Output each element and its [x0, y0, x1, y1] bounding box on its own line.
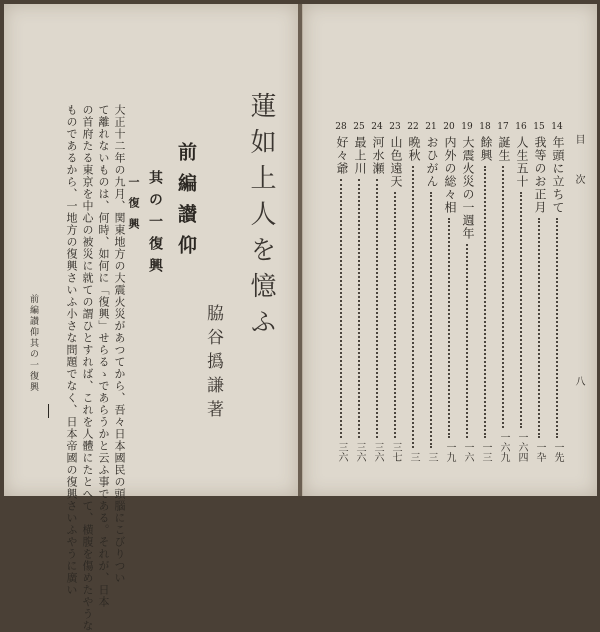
- toc-entry-number: 19: [461, 122, 473, 132]
- toc-entry: [351, 122, 367, 462]
- toc-entry: [423, 122, 439, 462]
- toc-entry-title: 餘興: [479, 136, 493, 162]
- toc-entry: [387, 122, 403, 462]
- author-name: 脇谷撝謙著: [203, 304, 223, 424]
- toc-entry-title: 人生五十: [515, 136, 529, 188]
- toc-entry-page: 三六: [336, 442, 347, 462]
- toc-entry-page: 一九: [444, 442, 455, 462]
- toc-entry-page: 一六四: [516, 432, 527, 462]
- toc-entry-number: 20: [443, 122, 455, 132]
- toc-entry: [549, 122, 565, 462]
- toc-entry-number: 21: [425, 122, 437, 132]
- toc-entry: [513, 122, 529, 462]
- body-line: て離れないものは、何時、如何に「復興」せらるゝであらうかと云ふ事である。それが、日本: [97, 104, 110, 608]
- toc-entry-title: 大震火災の一週年: [461, 136, 475, 240]
- toc-leader-dots: [358, 179, 360, 438]
- toc-entry: [477, 122, 493, 462]
- toc-leader-dots: [448, 218, 450, 438]
- toc-leader-dots: [430, 192, 432, 448]
- toc-entry-page: 一六: [462, 442, 473, 462]
- toc-entry-title: 山色遠天: [389, 136, 403, 188]
- toc-leader-dots: [412, 166, 414, 448]
- part-title: 前編讃仰: [175, 142, 197, 266]
- toc-entry-page: 一六九: [498, 432, 509, 462]
- toc-entry-page: 一先: [552, 442, 563, 462]
- toc-entry-number: 23: [389, 122, 401, 132]
- right-page: [302, 4, 597, 496]
- toc-entry-title: 晩秋: [407, 136, 421, 162]
- page-number: 八: [573, 376, 584, 386]
- toc-entry-number: 28: [335, 122, 347, 132]
- toc-entry-page: 一三: [480, 442, 491, 462]
- toc-entry: [441, 122, 457, 462]
- toc-entry: [405, 122, 421, 462]
- toc-entry-number: 15: [533, 122, 545, 132]
- toc-entry-title: 年頭に立ちて: [551, 136, 565, 214]
- toc-entry-page: 三七: [390, 442, 401, 462]
- toc-entry-page: 三六: [372, 442, 383, 462]
- toc-leader-dots: [520, 192, 522, 428]
- toc-entry-number: 17: [497, 122, 509, 132]
- subheading: 一復興: [127, 176, 140, 239]
- toc-entry-page: 一卆: [534, 442, 545, 462]
- toc-leader-dots: [484, 166, 486, 438]
- toc-entry-number: 25: [353, 122, 365, 132]
- toc-entry-number: 16: [515, 122, 527, 132]
- toc-entry-title: おひがん: [425, 136, 439, 188]
- toc-leader-dots: [502, 166, 504, 428]
- toc-entry-page: 三: [426, 452, 437, 462]
- toc-leader-dots: [556, 218, 558, 438]
- book-title: 蓮如上人を憶ふ: [246, 92, 276, 344]
- toc-entry-title: 河水瀬: [371, 136, 385, 175]
- toc-entry-number: 14: [551, 122, 563, 132]
- toc-entry-number: 18: [479, 122, 491, 132]
- toc-entry-title: 誕生: [497, 136, 511, 162]
- toc-entry: [531, 122, 547, 462]
- toc-entry-page: 三: [408, 452, 419, 462]
- running-head: 前編讃仰其の一復興: [28, 294, 38, 393]
- left-page: [4, 4, 299, 632]
- section-title: 其の一復興: [147, 170, 163, 280]
- toc-entry-number: 22: [407, 122, 419, 132]
- toc-header: 目次: [573, 134, 584, 214]
- toc-leader-dots: [394, 192, 396, 438]
- toc-leader-dots: [466, 244, 468, 438]
- toc-leader-dots: [340, 179, 342, 438]
- toc-entry-title: 好々爺: [335, 136, 349, 175]
- book-spread: [4, 4, 596, 632]
- toc-entry-page: 三六: [354, 442, 365, 462]
- toc-entry: [369, 122, 385, 462]
- toc-entry-title: 内外の総々相: [443, 136, 457, 214]
- toc-entry-title: 最上川: [353, 136, 367, 175]
- toc-entry-number: 24: [371, 122, 383, 132]
- toc-entry: [333, 122, 349, 462]
- body-line: ものであるから、一地方の復興さいふ小さな問題でなく、日本帝國の復興さいふやうに廣い: [65, 104, 78, 596]
- toc-entry: [459, 122, 475, 462]
- toc-leader-dots: [538, 218, 540, 438]
- body-line: 大正十二年の九月、関東地方の大震火災があつてから、吾々日本國民の頭腦にこびりつい: [113, 104, 126, 584]
- body-line: の首府たる東京を中心の被災に就ての謂ひとすれば、これを人體にたとへて、横腹を傷めたやうな: [81, 104, 94, 632]
- toc-leader-dots: [376, 179, 378, 438]
- toc-entry: [495, 122, 511, 462]
- toc-entry-title: 我等のお正月: [533, 136, 547, 214]
- page-mark: [48, 404, 49, 418]
